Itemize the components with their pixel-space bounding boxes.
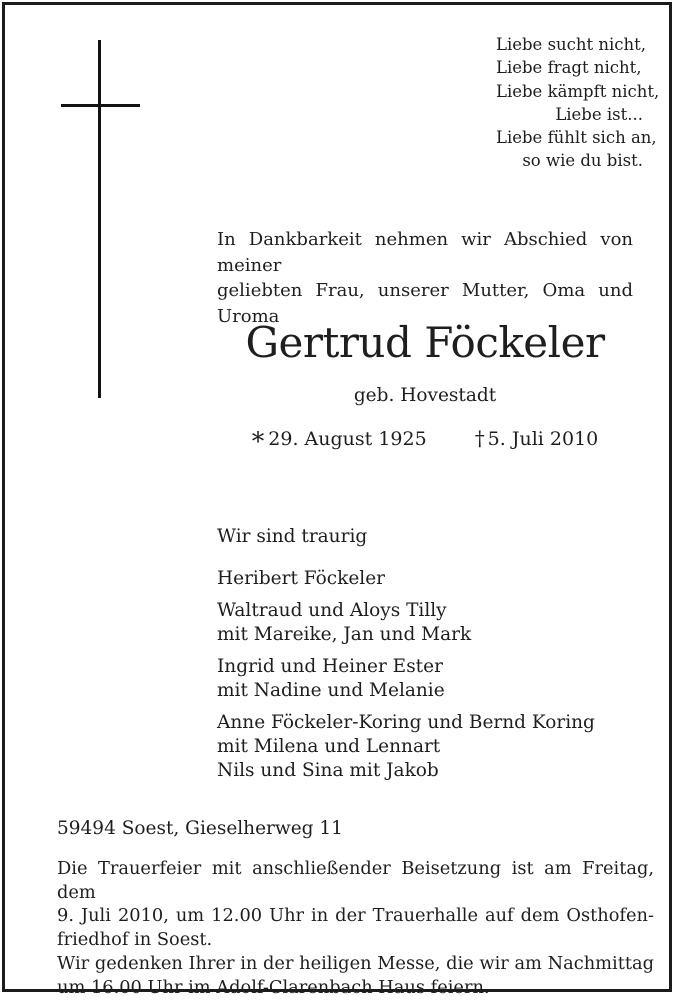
poem-line: Liebe sucht nicht, xyxy=(496,35,647,54)
death-cross-icon: † xyxy=(474,426,485,450)
mourner-line: mit Nadine und Melanie xyxy=(217,680,445,701)
funeral-line: 9. Juli 2010, um 12.00 Uhr in der Trauerhalle auf dem Osthofen- xyxy=(57,905,654,927)
cross-icon-bar xyxy=(61,104,140,107)
cross-icon xyxy=(98,40,101,398)
death-date xyxy=(475,428,599,450)
mourner-line: Nils und Sina mit Jakob xyxy=(217,760,439,781)
mourners-block xyxy=(217,525,647,791)
funeral-line: Wir gedenken Ihrer in der heiligen Messe, die wir am Nachmittag xyxy=(57,952,654,974)
mourner-group xyxy=(217,599,647,647)
intro-line: geliebten Frau, unserer Mutter, Oma und Uroma xyxy=(217,280,633,327)
mourners-heading: Wir sind traurig xyxy=(217,526,368,547)
birth-star-icon: * xyxy=(251,426,265,456)
death-date-text: 5. Juli 2010 xyxy=(487,428,599,450)
mourner-line: Heribert Föckeler xyxy=(217,568,385,589)
intro-text xyxy=(217,227,633,329)
funeral-line: um 16.00 Uhr im Adolf-Clarenbach Haus feiern. xyxy=(57,976,490,998)
poem-line: Liebe ist... xyxy=(555,104,643,124)
mourner-group xyxy=(217,655,647,703)
mourner-line: mit Milena und Lennart xyxy=(217,736,441,757)
funeral-line: friedhof in Soest. xyxy=(57,929,213,951)
family-address: 59494 Soest, Gieselherweg 11 xyxy=(57,818,343,839)
funeral-line: Die Trauerfeier mit anschließender Beisetzung ist am Freitag, dem xyxy=(57,858,654,903)
life-dates xyxy=(217,426,633,456)
poem-line: Liebe fühlt sich an, xyxy=(496,128,657,148)
poem-line: so wie du bist. xyxy=(522,151,643,171)
poem-line: Liebe kämpft nicht, xyxy=(496,81,660,101)
poem-block xyxy=(496,33,660,173)
funeral-info xyxy=(57,857,654,999)
intro-line: In Dankbarkeit nehmen wir Abschied von meiner xyxy=(217,229,633,276)
birth-date-text: 29. August 1925 xyxy=(268,428,427,450)
mourner-line: Ingrid und Heiner Ester xyxy=(217,656,443,677)
mourner-group xyxy=(217,711,647,783)
mourner-line: Waltraud und Aloys Tilly xyxy=(217,600,447,621)
poem-line: Liebe fragt nicht, xyxy=(496,58,642,78)
birth-date xyxy=(251,426,427,456)
deceased-name: Gertrud Föckeler xyxy=(245,318,605,367)
mourner-group xyxy=(217,567,647,591)
maiden-name: geb. Hovestadt xyxy=(353,385,497,406)
mourner-line: mit Mareike, Jan und Mark xyxy=(217,624,472,645)
mourner-line: Anne Föckeler-Koring und Bernd Koring xyxy=(217,712,595,733)
